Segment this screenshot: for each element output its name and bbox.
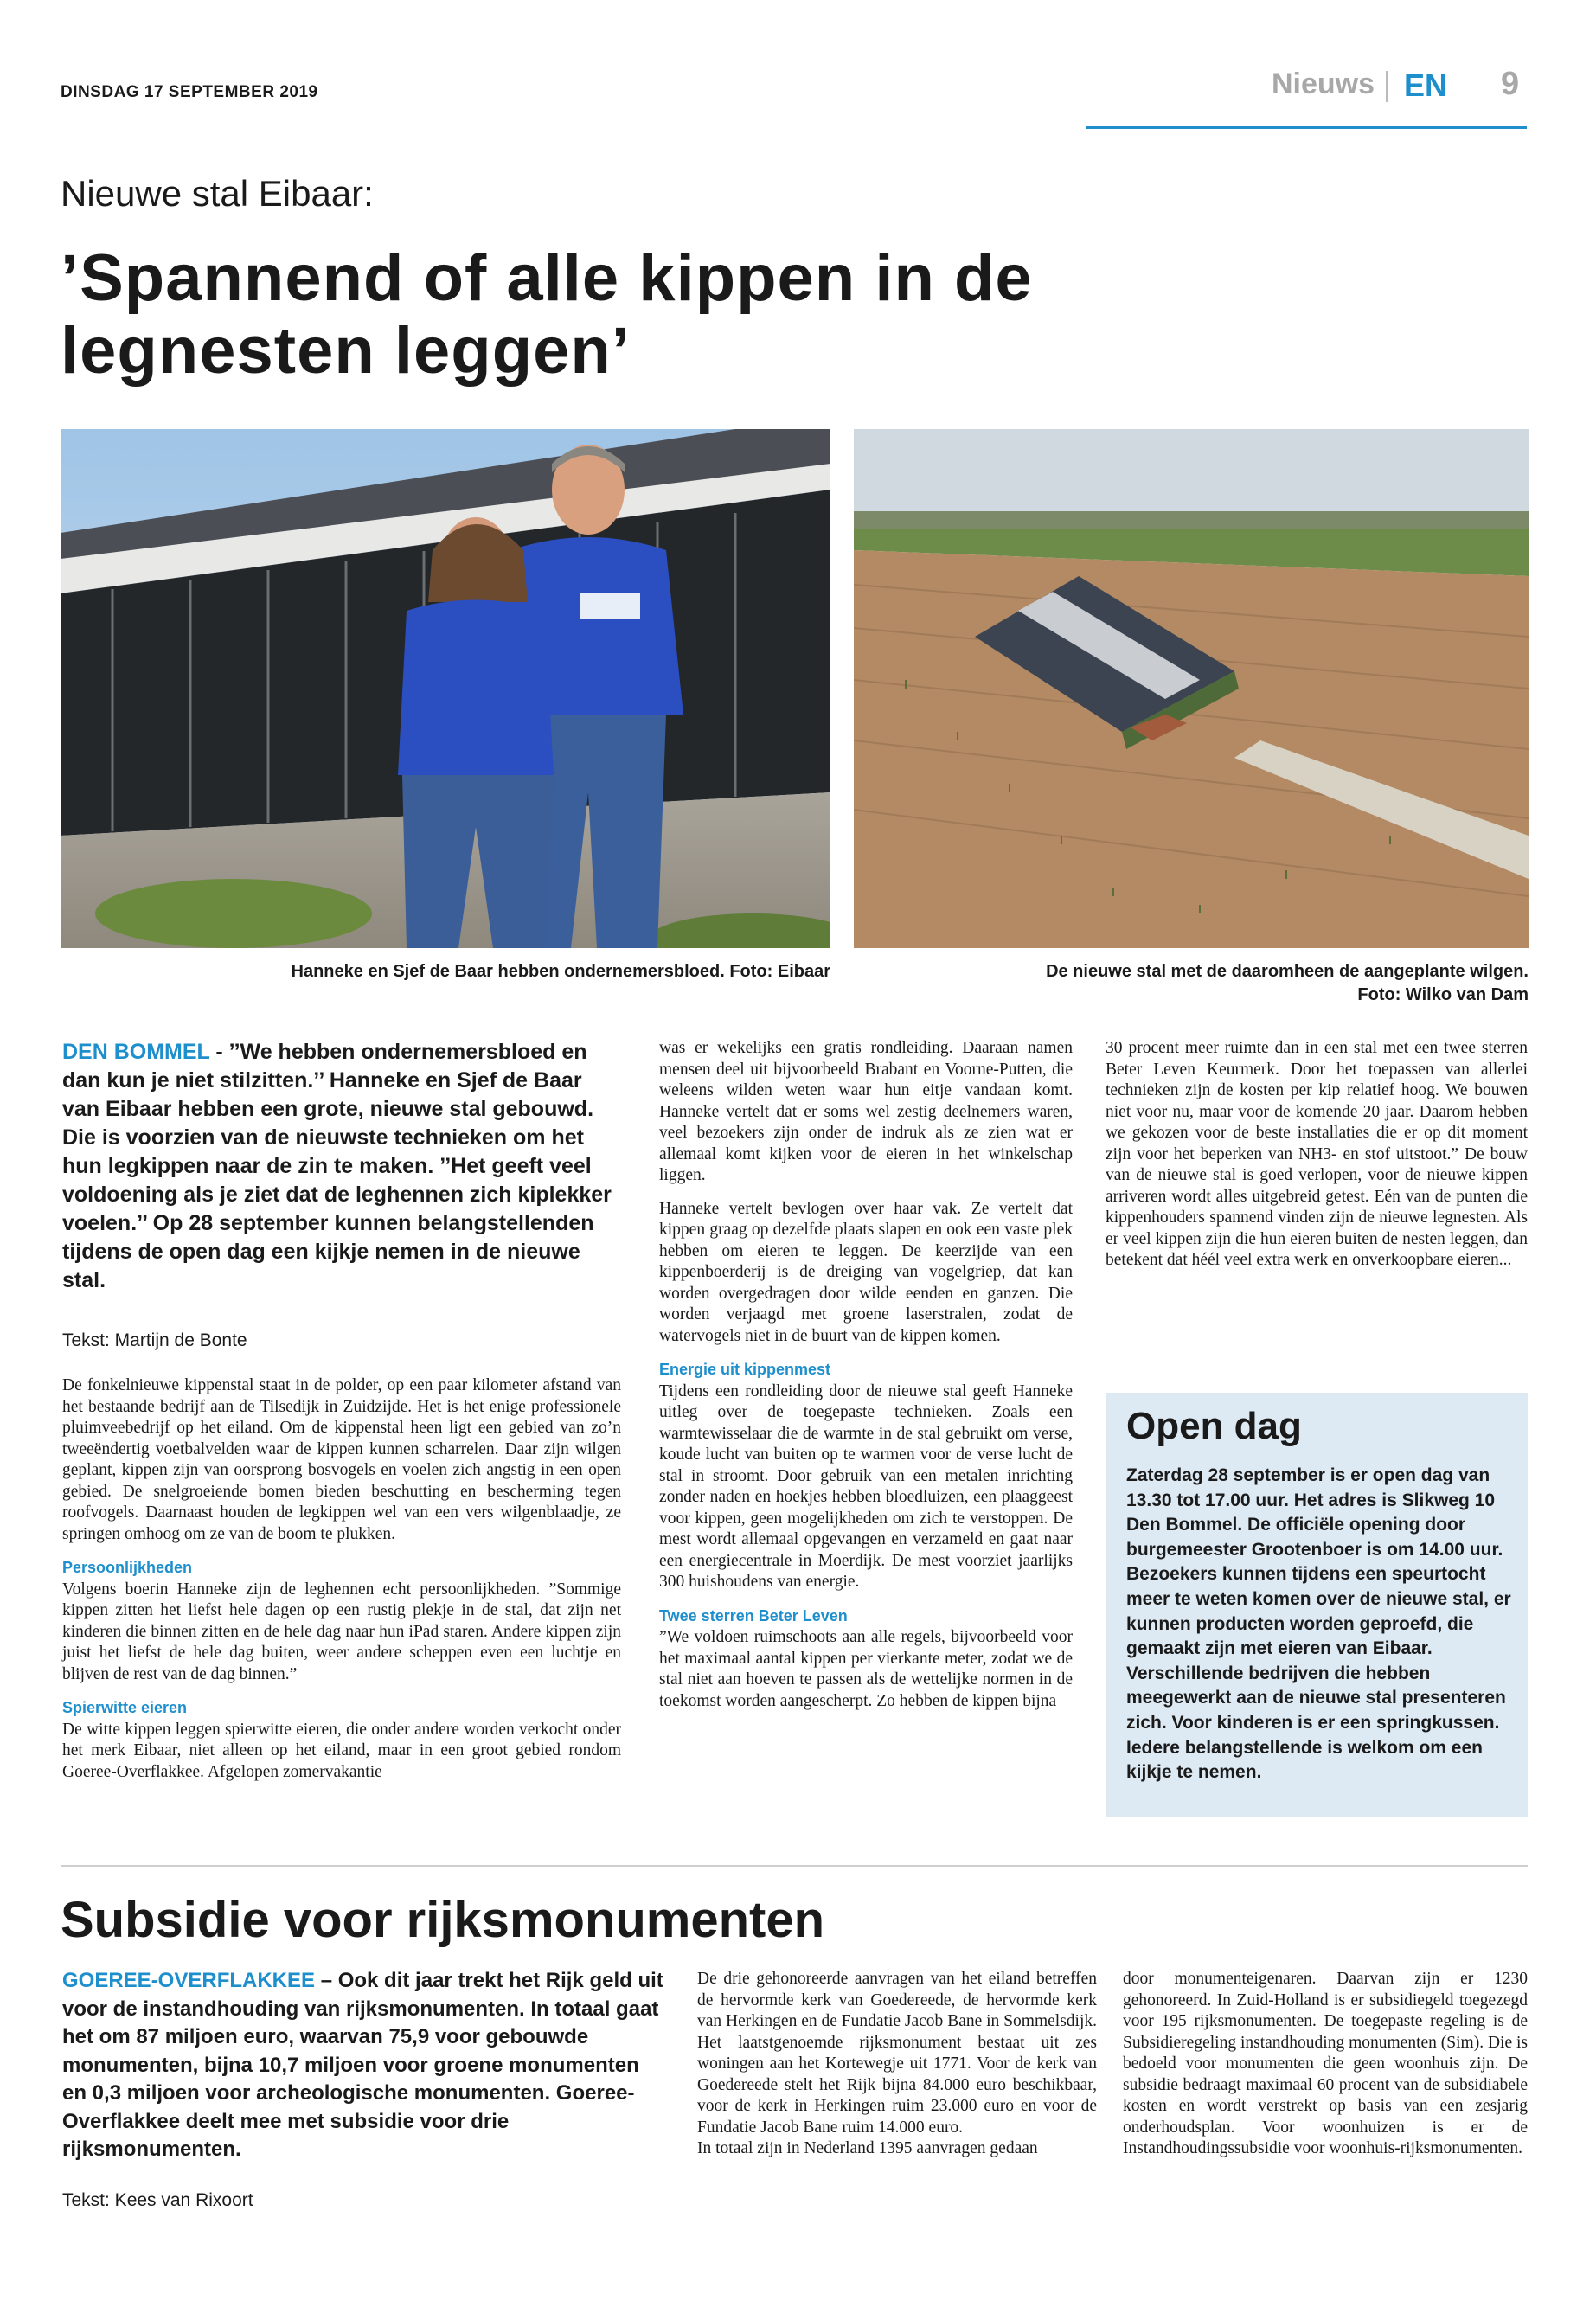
- paragraph: Tijdens een rondleiding door de nieuwe stal geeft Hanneke uitleg over de toegepaste technieken. Zoals een warmtewisselaar die de warmte in de stal gebruikt om verse, koude lucht van buiten op te warmen voor de verse lucht de stal in stroomt. Door gebruik van een metalen inrichting zonder naden en hoekjes hebben bloedluizen, een plaaggeest voor kippen, geen mogelijkheden om zich te verstoppen. De mest wordt allemaal opgevangen en verzameld en gaat naar een energiecentrale in Moerdijk. De mest voorziet jaarlijks 300 huishoudens van energie.: [659, 1381, 1073, 1591]
- page-number: 9: [1501, 66, 1520, 102]
- paragraph: Volgens boerin Hanneke zijn de leghennen echt persoonlijkheden. ”Sommige kippen zitten het liefst hele dagen op een rustig plekje in de stal, dat zijn net kinderen die binnen zitten en de hele dag naar hun iPad staren. Andere kippen zijn juist het liefst de hele dag buiten, weer andere scheppen even een luchtje en blijven de rest van de dag binnen.”: [62, 1580, 621, 1683]
- article-divider: [61, 1865, 1528, 1867]
- open-dag-box: [1106, 1393, 1528, 1817]
- subheading: Spierwitte eieren: [62, 1699, 188, 1716]
- photo2-caption-credit: Foto: Wilko van Dam: [1357, 985, 1529, 1004]
- paragraph: ”We voldoen ruimschoots aan alle regels, bijvoorbeeld voor het maximaal aantal kippen per vierkante meter, zodat we de stal niet aan hoeven te passen als de wettelijke normen in de toekomst worden aangescherpt. Zo hebben de kippen bijna: [659, 1628, 1073, 1710]
- subheading: Persoonlijkheden: [62, 1559, 193, 1576]
- article2-byline: Tekst: Kees van Rixoort: [62, 2190, 253, 2210]
- intro-text: - ’’We hebben ondernemersbloed en dan kun je niet stilzitten.’’ Hanneke en Sjef de Baar van Eibaar hebben een grote, nieuwe stal gebouwd. Die is voorzien van de nieuwste technieken om het hun legkippen naar de zin te maken. ’’Het geeft veel voldoening als je ziet dat de leghennen zich kiplekker voelen.’’ Op 28 september kunnen belangstellenden tijdens de open dag een kijkje nemen in de nieuwe stal.: [62, 1040, 612, 1292]
- article-kicker: Nieuwe stal Eibaar:: [61, 173, 374, 214]
- body-column-3: [1106, 1038, 1528, 1284]
- article-byline: Tekst: Martijn de Bonte: [62, 1330, 247, 1350]
- article2-headline: Subsidie voor rijksmonumenten: [61, 1892, 825, 1948]
- subheading: Energie uit kippenmest: [659, 1361, 831, 1378]
- photo2-caption-line1: De nieuwe stal met de daaromheen de aangeplante wilgen.: [1046, 962, 1529, 981]
- paragraph: De witte kippen leggen spierwitte eieren, die onder andere worden verkocht onder het merk Eibaar, niet alleen op het eiland, maar in een groot gebied rondom Goeree-Overflakkee. Afgelopen zomervakantie: [62, 1720, 621, 1781]
- paragraph: De drie gehonoreerde aanvragen van het eiland betreffen de hervormde kerk van Goedereede, de hervormde kerk van Herkingen en de Fundatie Jacob Bane in Sommelsdijk. Het laatstgenoemde rijksmonument bestaat uit zes woningen aan het Kortewegje uit 1771. Voor de kerk van Goedereede stelt het Rijk bijna 84.000 euro beschikbaar, voor de kerk in Herkingen ruim 23.000 euro en voor de Fundatie Jacob Bane ruim 14.000 euro.: [697, 1970, 1097, 2137]
- section-label: Nieuws: [1272, 67, 1375, 100]
- article-headline: ’Spannend of alle kippen in de legnesten leggen’: [61, 241, 1033, 388]
- paragraph: In totaal zijn in Nederland 1395 aanvragen gedaan: [697, 2139, 1038, 2157]
- open-dag-body: Zaterdag 28 september is er open dag van 13.30 tot 17.00 uur. Het adres is Slikweg 10 Den Bommel. De officiële opening door burgemeester Grootenboer is om 14.00 uur. Bezoekers kunnen tijdens een speurtocht meer te weten komen over de nieuwe stal, er kunnen producten worden geproefd, die gemaakt zijn met eieren van Eibaar. Verschillende bedrijven die hebben meegewerkt aan de nieuwe stal presenteren zich. Voor kinderen is er een springkussen. Iedere belangstellende is welkom om een kijkje te nemen.: [1126, 1465, 1511, 1783]
- paragraph: Hanneke vertelt bevlogen over haar vak. Ze vertelt dat kippen graag op dezelfde plaats slapen en ook een vaste plek hebben om eieren te leggen. De keerzijde van een kippenboerderij is de dreiging van vogelgriep, dat kan worden overgedragen door wilde eenden en ganzen. Die worden verjaagd met groene laserstralen, zodat de watervogels niet in de buurt van de kippen komen.: [659, 1199, 1073, 1345]
- header-rule: [1086, 126, 1527, 129]
- subheading: Twee sterren Beter Leven: [659, 1606, 848, 1625]
- article-intro: [62, 1038, 623, 1295]
- dateline-location: GOEREE-OVERFLAKKEE: [62, 1969, 316, 1992]
- paragraph: De fonkelnieuwe kippenstal staat in de polder, op een paar kilometer afstand van het bestaande bedrijf aan de Tilsedijk in Zuidzijde. Het is het enige professionele pluimveebedrijf op het eiland. Om de kippenstal heen ligt een gebied van zo’n tweeëndertig voetbalvelden waar de kippen kunnen scharrelen. Daar zijn wilgen geplant, kippen zijn van oorsprong bosvogels en voelen zich angstig in een open gebied. De snelgroeiende bomen bieden beschutting en bescherming tegen roofvogels. Daarnaast houden de legkippen wel van een vers wilgenblaadje, ze springen omhoog om ze van de boom te plukken.: [62, 1376, 621, 1543]
- couple-photo: [61, 429, 830, 948]
- body-column-1: [62, 1375, 621, 1795]
- en-logo-icon: [1396, 67, 1455, 102]
- paragraph: 30 procent meer ruimte dan in een stal met een twee sterren Beter Leven Keurmerk. Door het toepassen van allerlei technieken zijn de kosten per kip relatief hoog. We bouwen niet voor nu, maar voor de komende 20 jaar. Daarom hebben we gekozen voor de beste installaties die er op dit moment zijn voor het beperken van NH3- en stof uitstoot.” De bouw van de nieuwe stal is goed verlopen, voor de nieuwe kippen arriveren wordt alles uitgebreid getest. Eén van de punten die kippenhouders spannend vinden zijn de nieuwe legnesten. Als er veel kippen zijn die hun eieren buiten de nesten leggen, dan betekent dat héél veel extra werk en onverkoopbare eieren...: [1106, 1039, 1528, 1269]
- photo1-caption: Hanneke en Sjef de Baar hebben ondernemersbloed. Foto: Eibaar: [291, 962, 830, 981]
- logo-text: EN: [1403, 67, 1448, 102]
- article2-intro: [62, 1967, 668, 2164]
- body-column-2: [659, 1038, 1073, 1724]
- article2-column-2: [697, 1969, 1097, 2172]
- aerial-barn-photo: [854, 429, 1529, 948]
- intro-text: – Ook dit jaar trekt het Rijk geld uit voor de instandhouding van rijksmonumenten. In totaal gaat het om 87 miljoen euro, waarvan 75,9 voor gebouwde monumenten, bijna 10,7 miljoen voor groene monumenten en 0,3 miljoen voor archeologische monumenten. Goeree-Overflakkee deelt mee met subsidie voor drie rijksmonumenten.: [62, 1969, 663, 2161]
- header-divider: [1386, 71, 1388, 102]
- paragraph: was er wekelijks een gratis rondleiding. Daaraan namen mensen deel uit bijvoorbeeld Brabant en Voorne-Putten, die weleens wilden weten waar hun eitje vandaan komt. Hanneke vertelt dat er soms wel zestig deelnemers waren, veel bezoekers zijn onder de indruk als ze zien wat er allemaal komt kijken voor de eieren in het winkelschap liggen.: [659, 1039, 1073, 1184]
- publication-date: DINSDAG 17 SEPTEMBER 2019: [61, 83, 318, 101]
- dateline-location: DEN BOMMEL: [62, 1040, 210, 1064]
- paragraph: door monumenteigenaren. Daarvan zijn er 1230 gehonoreerd. In Zuid-Holland is er subsidiegeld toegezegd voor 195 rijksmonumenten. De toegepaste regeling is de Subsidieregeling instandhouding monumenten (Sim). Die is bedoeld voor monumenten die geen woonhuis zijn. De subsidie bedraagt maximaal 60 procent van de subsidiabele kosten en wordt verstrekt op basis van een zesjarig onderhoudsplan. Voor woonhuizen is er de Instandhoudingssubsidie voor woonhuis-rijksmonumenten.: [1123, 1970, 1528, 2157]
- photo2-caption: [854, 960, 1529, 1007]
- open-dag-title: Open dag: [1126, 1405, 1302, 1447]
- article2-column-3: [1123, 1969, 1528, 2172]
